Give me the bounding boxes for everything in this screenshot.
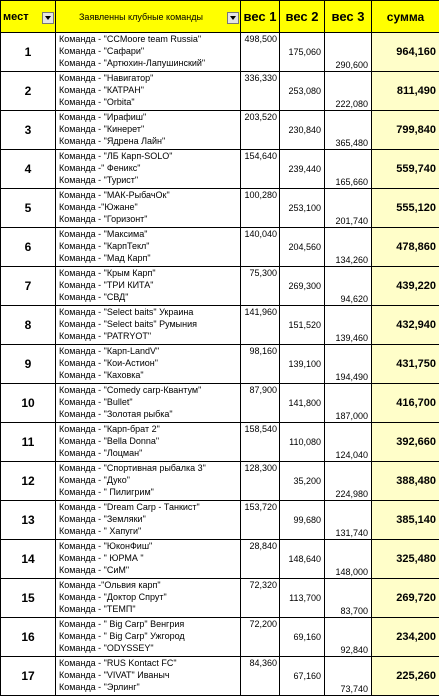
header-row <box>1 1 439 33</box>
place-cell[interactable]: 11 <box>1 423 56 462</box>
teams-cell[interactable] <box>56 384 241 423</box>
table-row <box>1 345 439 384</box>
team-name: Команда - "Кои-Астион" <box>59 358 158 368</box>
weight-3-cell[interactable]: 83,700 <box>325 579 372 618</box>
weight-1-cell[interactable]: 75,300 <box>241 267 280 306</box>
team-name: Команда - "ТЕМП" <box>59 604 136 614</box>
weight-2-cell[interactable]: 69,160 <box>280 618 325 657</box>
team-name: Команда - " ЮРМА " <box>59 553 144 563</box>
weight-2-cell[interactable]: 151,520 <box>280 306 325 345</box>
team-name: Команда - "Сафари" <box>59 46 145 56</box>
weight-1-cell[interactable]: 336,330 <box>241 72 280 111</box>
team-name: Команда - "Горизонт" <box>59 214 148 224</box>
team-name: Команда - "ТРИ КИТА" <box>59 280 154 290</box>
teams-cell[interactable] <box>56 657 241 696</box>
place-cell[interactable]: 12 <box>1 462 56 501</box>
place-cell[interactable]: 1 <box>1 33 56 72</box>
weight-3-cell[interactable]: 94,620 <box>325 267 372 306</box>
place-cell[interactable]: 7 <box>1 267 56 306</box>
weight-1-cell[interactable]: 158,540 <box>241 423 280 462</box>
sum-cell[interactable]: 439,220 <box>372 267 439 306</box>
table-row <box>1 306 439 345</box>
weight-3-cell[interactable]: 290,600 <box>325 33 372 72</box>
place-cell[interactable]: 15 <box>1 579 56 618</box>
teams-cell[interactable] <box>56 540 241 579</box>
header-place-label: мест <box>3 10 29 23</box>
weight-2-cell[interactable]: 239,440 <box>280 150 325 189</box>
header-teams[interactable] <box>56 1 241 33</box>
weight-3-cell[interactable]: 201,740 <box>325 189 372 228</box>
header-w3[interactable] <box>325 1 372 33</box>
weight-1-cell[interactable]: 28,840 <box>241 540 280 579</box>
weight-1-cell[interactable]: 100,280 <box>241 189 280 228</box>
header-sum-label: сумма <box>386 9 425 24</box>
teams-cell[interactable] <box>56 579 241 618</box>
teams-cell[interactable] <box>56 150 241 189</box>
table-row <box>1 228 439 267</box>
weight-3-cell[interactable]: 224,980 <box>325 462 372 501</box>
teams-cell[interactable] <box>56 267 241 306</box>
weight-2-cell[interactable]: 139,100 <box>280 345 325 384</box>
header-w2-label: вес 2 <box>285 9 319 24</box>
team-name: Команда - " Big Carp" Венгрия <box>59 619 185 629</box>
team-name: Команда - "Турист" <box>59 175 139 185</box>
sum-cell[interactable]: 269,720 <box>372 579 439 618</box>
sum-cell[interactable]: 964,160 <box>372 33 439 72</box>
team-name: Команда - " Пилигрим" <box>59 487 154 497</box>
weight-1-cell[interactable]: 203,520 <box>241 111 280 150</box>
team-name: Команда - "Select baits" Румыния <box>59 319 198 329</box>
weight-2-cell[interactable]: 113,700 <box>280 579 325 618</box>
teams-cell[interactable] <box>56 501 241 540</box>
place-cell[interactable]: 9 <box>1 345 56 384</box>
table-row <box>1 579 439 618</box>
weight-1-cell[interactable]: 72,320 <box>241 579 280 618</box>
team-name: Команда - "Select baits" Украина <box>59 307 194 317</box>
teams-cell[interactable] <box>56 189 241 228</box>
team-name: Команда - "Максима" <box>59 229 148 239</box>
place-cell[interactable]: 5 <box>1 189 56 228</box>
filter-dropdown-icon[interactable] <box>42 12 54 24</box>
team-name: Команда - "КарпТекл" <box>59 241 150 251</box>
team-name: Команда - "CCMoore team Russia" <box>59 34 202 44</box>
team-name: Команда - "ЮконФиш" <box>59 541 153 551</box>
team-name: Команда - "VIVAT" Иваныч <box>59 670 170 680</box>
weight-3-cell[interactable]: 187,000 <box>325 384 372 423</box>
place-cell[interactable]: 2 <box>1 72 56 111</box>
weight-2-cell[interactable]: 175,060 <box>280 33 325 72</box>
place-cell[interactable]: 14 <box>1 540 56 579</box>
team-name: Команда - "Золотая рыбка" <box>59 409 173 419</box>
table-row <box>1 501 439 540</box>
team-name: Команда - "Карп-LandV" <box>59 346 160 356</box>
sum-cell[interactable]: 385,140 <box>372 501 439 540</box>
table-body <box>1 33 439 696</box>
place-cell[interactable]: 17 <box>1 657 56 696</box>
weight-3-cell[interactable]: 365,480 <box>325 111 372 150</box>
place-cell[interactable]: 6 <box>1 228 56 267</box>
weight-2-cell[interactable]: 141,800 <box>280 384 325 423</box>
team-name: Команда - "Лоцман" <box>59 448 143 458</box>
weight-2-cell[interactable]: 99,680 <box>280 501 325 540</box>
team-name: Команда - "Доктор Спрут" <box>59 592 167 602</box>
weight-2-cell[interactable]: 67,160 <box>280 657 325 696</box>
weight-3-cell[interactable]: 73,740 <box>325 657 372 696</box>
weight-2-cell[interactable]: 204,560 <box>280 228 325 267</box>
weight-1-cell[interactable]: 128,300 <box>241 462 280 501</box>
table-row <box>1 189 439 228</box>
team-name: Команда - "Артюхин-Лапушинский" <box>59 58 206 68</box>
table-row <box>1 111 439 150</box>
teams-cell[interactable] <box>56 111 241 150</box>
team-name: Команда - "Bella Donna" <box>59 436 160 446</box>
place-cell[interactable]: 3 <box>1 111 56 150</box>
header-w1-label: вес 1 <box>243 9 277 24</box>
team-name: Команда - "Кинерет" <box>59 124 145 134</box>
weight-3-cell[interactable]: 222,080 <box>325 72 372 111</box>
team-name: Команда - "Dream Carp - Танкист" <box>59 502 200 512</box>
team-name: Команда -" Феникс" <box>59 163 141 173</box>
weight-2-cell[interactable]: 148,640 <box>280 540 325 579</box>
weight-3-cell[interactable]: 194,490 <box>325 345 372 384</box>
teams-cell[interactable] <box>56 33 241 72</box>
weight-1-cell[interactable]: 140,040 <box>241 228 280 267</box>
weight-1-cell[interactable]: 153,720 <box>241 501 280 540</box>
table-row <box>1 618 439 657</box>
sum-cell[interactable]: 392,660 <box>372 423 439 462</box>
weight-3-cell[interactable]: 131,740 <box>325 501 372 540</box>
team-name: Команда - "СиМ" <box>59 565 130 575</box>
team-name: Команда - "Bullet" <box>59 397 133 407</box>
team-name: Команда - "МАК-РыбачОк" <box>59 190 170 200</box>
place-cell[interactable]: 4 <box>1 150 56 189</box>
weight-2-cell[interactable]: 253,100 <box>280 189 325 228</box>
weight-2-cell[interactable]: 35,200 <box>280 462 325 501</box>
weight-3-cell[interactable]: 134,260 <box>325 228 372 267</box>
weight-1-cell[interactable]: 72,200 <box>241 618 280 657</box>
weight-2-cell[interactable]: 269,300 <box>280 267 325 306</box>
table-row <box>1 540 439 579</box>
team-name: Команда - "ЛБ Карп-SOLO" <box>59 151 173 161</box>
team-name: Команда - "Эрлинг" <box>59 682 140 692</box>
team-name: Команда - "Спортивная рыбалка 3" <box>59 463 206 473</box>
team-name: Команда - "RUS Kontact FC" <box>59 658 177 668</box>
header-teams-label: Заявленны клубные команды <box>79 11 203 22</box>
header-w1[interactable] <box>241 1 280 33</box>
table-header <box>1 1 439 33</box>
weight-2-cell[interactable]: 110,080 <box>280 423 325 462</box>
team-name: Команда -"Южане" <box>59 202 138 212</box>
filter-dropdown-icon[interactable] <box>227 12 239 24</box>
sum-cell[interactable]: 431,750 <box>372 345 439 384</box>
table-row <box>1 72 439 111</box>
sum-cell[interactable]: 478,860 <box>372 228 439 267</box>
teams-cell[interactable] <box>56 462 241 501</box>
team-name: Команда - "Comedy carp-Квантум" <box>59 385 202 395</box>
sum-cell[interactable]: 388,480 <box>372 462 439 501</box>
sum-cell[interactable]: 799,840 <box>372 111 439 150</box>
sum-cell[interactable]: 325,480 <box>372 540 439 579</box>
team-name: Команда - "Земляки" <box>59 514 146 524</box>
team-name: Команда - "Ирафиш" <box>59 112 147 122</box>
place-cell[interactable]: 13 <box>1 501 56 540</box>
teams-cell[interactable] <box>56 228 241 267</box>
weight-3-cell[interactable]: 139,460 <box>325 306 372 345</box>
place-cell[interactable]: 8 <box>1 306 56 345</box>
header-w2[interactable] <box>280 1 325 33</box>
team-name: Команда - "Карп-брат 2" <box>59 424 160 434</box>
team-name: Команда - "Ядрена Лайн" <box>59 136 166 146</box>
table-row <box>1 657 439 696</box>
team-name: Команда - "Дуко" <box>59 475 130 485</box>
team-name: Команда - "Навигатор" <box>59 73 154 83</box>
team-name: Команда -"Ольвия карп" <box>59 580 161 590</box>
table-row <box>1 33 439 72</box>
weight-1-cell[interactable]: 154,640 <box>241 150 280 189</box>
weight-1-cell[interactable]: 141,960 <box>241 306 280 345</box>
header-sum[interactable] <box>372 1 439 33</box>
header-w3-label: вес 3 <box>331 9 365 24</box>
table-row <box>1 150 439 189</box>
teams-cell[interactable] <box>56 423 241 462</box>
sum-cell[interactable]: 234,200 <box>372 618 439 657</box>
weight-1-cell[interactable]: 498,500 <box>241 33 280 72</box>
team-name: Команда - "Orbita" <box>59 97 135 107</box>
weight-1-cell[interactable]: 87,900 <box>241 384 280 423</box>
team-name: Команда - " Big Carp" Ужгород <box>59 631 185 641</box>
weight-3-cell[interactable]: 92,840 <box>325 618 372 657</box>
place-cell[interactable]: 16 <box>1 618 56 657</box>
sum-cell[interactable]: 416,700 <box>372 384 439 423</box>
sum-cell[interactable]: 559,740 <box>372 150 439 189</box>
weight-2-cell[interactable]: 253,080 <box>280 72 325 111</box>
team-name: Команда - "Мад Карп" <box>59 253 151 263</box>
team-name: Команда - "СВД" <box>59 292 129 302</box>
table-row <box>1 423 439 462</box>
teams-cell[interactable] <box>56 306 241 345</box>
weight-3-cell[interactable]: 148,000 <box>325 540 372 579</box>
table-row <box>1 267 439 306</box>
table-row <box>1 462 439 501</box>
sum-cell[interactable]: 555,120 <box>372 189 439 228</box>
table-row <box>1 384 439 423</box>
weight-1-cell[interactable]: 84,360 <box>241 657 280 696</box>
teams-cell[interactable] <box>56 72 241 111</box>
teams-cell[interactable] <box>56 345 241 384</box>
weight-1-cell[interactable]: 98,160 <box>241 345 280 384</box>
sum-cell[interactable]: 225,260 <box>372 657 439 696</box>
team-name: Команда - "КАТРАН" <box>59 85 144 95</box>
teams-cell[interactable] <box>56 618 241 657</box>
team-name: Команда - " Хапуги" <box>59 526 142 536</box>
weight-3-cell[interactable]: 124,040 <box>325 423 372 462</box>
team-name: Команда - "Крым Карп" <box>59 268 156 278</box>
team-name: Команда - "Каховка" <box>59 370 144 380</box>
team-name: Команда - "PATRYOT" <box>59 331 152 341</box>
weight-3-cell[interactable]: 165,660 <box>325 150 372 189</box>
sum-cell[interactable]: 811,490 <box>372 72 439 111</box>
sum-cell[interactable]: 432,940 <box>372 306 439 345</box>
team-name: Команда - "ODYSSEY" <box>59 643 154 653</box>
weight-2-cell[interactable]: 230,840 <box>280 111 325 150</box>
place-cell[interactable]: 10 <box>1 384 56 423</box>
header-place[interactable] <box>1 1 56 33</box>
